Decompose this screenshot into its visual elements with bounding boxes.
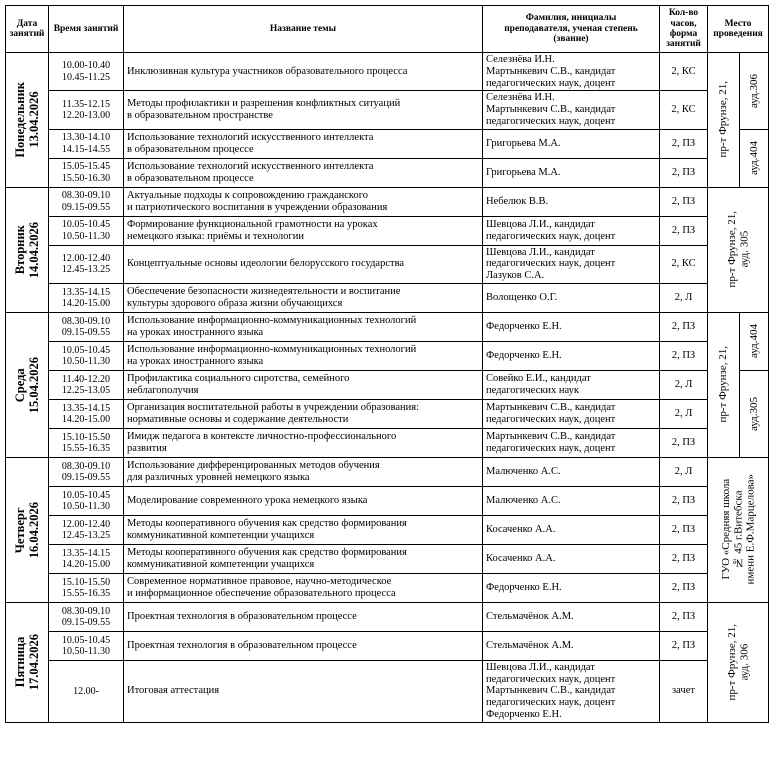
table-row: [6, 457, 769, 486]
hours-cell: 2, КС: [660, 53, 708, 91]
room-label: ауд.306: [747, 73, 760, 108]
teacher-cell: Селезнёва И.Н. Мартынкевич С.В., кандидат педагогических наук, доцент: [483, 53, 660, 91]
teacher-cell: Волощенко О.Г.: [483, 283, 660, 312]
time-cell: 10.05-10.45 10.50-11.30: [49, 341, 124, 370]
time-cell: 13.35-14.15 14.20-15.00: [49, 399, 124, 428]
topic-cell: Проектная технология в образовательном процессе: [124, 602, 483, 631]
table-row: [6, 515, 769, 544]
day-cell: [6, 457, 49, 602]
day-label: Четверг 16.04.2026: [13, 501, 41, 558]
hours-cell: 2, Л: [660, 457, 708, 486]
teacher-cell: Селезнёва И.Н. Мартынкевич С.В., кандидат педагогических наук, доцент: [483, 91, 660, 129]
room-label: ауд.404: [747, 141, 760, 175]
table-row: [6, 216, 769, 245]
hours-cell: 2, ПЗ: [660, 341, 708, 370]
place-label: пр-т Фрунзе, 21, ауд. 305: [725, 211, 750, 288]
header-time: Время занятий: [49, 6, 124, 53]
place-cell: [708, 187, 769, 312]
teacher-cell: Федорченко Е.Н.: [483, 573, 660, 602]
time-cell: 13.35-14.15 14.20-15.00: [49, 283, 124, 312]
header-teacher: Фамилия, инициалы преподавателя, ученая степень (звание): [483, 6, 660, 53]
table-row: [6, 370, 769, 399]
place-label: пр-т Фрунзе, 21,: [717, 81, 730, 159]
place-cell: [708, 457, 769, 602]
hours-cell: 2, Л: [660, 399, 708, 428]
room-cell: [740, 312, 769, 370]
topic-cell: Методы кооперативного обучения как средство формирования коммуникативной компетенции учащихся: [124, 544, 483, 573]
hours-cell: 2, ПЗ: [660, 216, 708, 245]
time-cell: 15.05-15.45 15.50-16.30: [49, 158, 124, 187]
teacher-cell: Мартынкевич С.В., кандидат педагогических наук, доцент: [483, 399, 660, 428]
topic-cell: Формирование функциональной грамотности на уроках немецкого языка: приёмы и технологии: [124, 216, 483, 245]
topic-cell: Использование технологий искусственного интеллекта в образовательном процессе: [124, 158, 483, 187]
table-row: [6, 283, 769, 312]
header-hours: Кол-во часов, форма занятий: [660, 6, 708, 53]
table-row: [6, 631, 769, 660]
hours-cell: 2, ПЗ: [660, 573, 708, 602]
place-cell: [708, 602, 769, 722]
topic-cell: Использование информационно-коммуникационных технологий на уроках иностранного языка: [124, 341, 483, 370]
day-label: Вторник 14.04.2026: [13, 221, 41, 278]
room-cell: [740, 53, 769, 130]
header-row: [6, 6, 769, 53]
table-row: [6, 573, 769, 602]
teacher-cell: Малюченко А.С.: [483, 486, 660, 515]
place-cell: [708, 312, 740, 457]
hours-cell: 2, ПЗ: [660, 129, 708, 158]
place-label: ГУО «Средняя школа № 45 г.Витебска имени Е.Ф.Марцелова»: [719, 474, 757, 585]
topic-cell: Моделирование современного урока немецкого языка: [124, 486, 483, 515]
topic-cell: Проектная технология в образовательном процессе: [124, 631, 483, 660]
day-label: Понедельник 13.04.2026: [13, 81, 41, 158]
hours-cell: 2, ПЗ: [660, 544, 708, 573]
teacher-cell: Совейко Е.И., кандидат педагогических наук: [483, 370, 660, 399]
hours-cell: 2, Л: [660, 370, 708, 399]
topic-cell: Имидж педагога в контексте личностно-профессионального развития: [124, 428, 483, 457]
time-cell: 10.05-10.45 10.50-11.30: [49, 486, 124, 515]
teacher-cell: Малюченко А.С.: [483, 457, 660, 486]
hours-cell: 2, ПЗ: [660, 312, 708, 341]
topic-cell: Методы профилактики и разрешения конфликтных ситуаций в образовательном пространстве: [124, 91, 483, 129]
room-cell: [740, 370, 769, 457]
schedule-table: [5, 5, 769, 723]
place-label: пр-т Фрунзе, 21, ауд. 306: [725, 623, 750, 701]
topic-cell: Использование информационно-коммуникационных технологий на уроках иностранного языка: [124, 312, 483, 341]
time-cell: 13.30-14.10 14.15-14.55: [49, 129, 124, 158]
time-cell: 10.00-10.40 10.45-11.25: [49, 53, 124, 91]
teacher-cell: Стельмачёнок А.М.: [483, 602, 660, 631]
time-cell: 12.00-12.40 12.45-13.25: [49, 245, 124, 283]
table-row: [6, 53, 769, 91]
topic-cell: Методы кооперативного обучения как средство формирования коммуникативной компетенции учащихся: [124, 515, 483, 544]
time-cell: 08.30-09.10 09.15-09.55: [49, 312, 124, 341]
room-cell: [740, 129, 769, 187]
table-row: [6, 660, 769, 722]
teacher-cell: Мартынкевич С.В., кандидат педагогических наук, доцент: [483, 428, 660, 457]
topic-cell: Инклюзивная культура участников образовательного процесса: [124, 53, 483, 91]
table-row: [6, 399, 769, 428]
hours-cell: 2, ПЗ: [660, 486, 708, 515]
table-row: [6, 187, 769, 216]
hours-cell: 2, ПЗ: [660, 428, 708, 457]
hours-cell: 2, Л: [660, 283, 708, 312]
teacher-cell: Григорьева М.А.: [483, 158, 660, 187]
topic-cell: Концептуальные основы идеологии белорусского государства: [124, 245, 483, 283]
topic-cell: Актуальные подходы к сопровождению гражданского и патриотического воспитания в учреждении образования: [124, 187, 483, 216]
teacher-cell: Федорченко Е.Н.: [483, 341, 660, 370]
hours-cell: 2, КС: [660, 91, 708, 129]
table-row: [6, 245, 769, 283]
day-label: Пятница 17.04.2026: [13, 634, 41, 691]
table-row: [6, 158, 769, 187]
hours-cell: 2, ПЗ: [660, 187, 708, 216]
room-label: ауд.305: [747, 396, 760, 431]
teacher-cell: Стельмачёнок А.М.: [483, 631, 660, 660]
time-cell: 08.30-09.10 09.15-09.55: [49, 187, 124, 216]
day-cell: [6, 602, 49, 722]
time-cell: 12.00-12.40 12.45-13.25: [49, 515, 124, 544]
time-cell: 15.10-15.50 15.55-16.35: [49, 428, 124, 457]
hours-cell: 2, КС: [660, 245, 708, 283]
topic-cell: Использование дифференцированных методов обучения для различных уровней немецкого языка: [124, 457, 483, 486]
header-date: Дата занятий: [6, 6, 49, 53]
time-cell: 08.30-09.10 09.15-09.55: [49, 602, 124, 631]
day-cell: [6, 187, 49, 312]
time-cell: 08.30-09.10 09.15-09.55: [49, 457, 124, 486]
day-cell: [6, 53, 49, 188]
time-cell: 15.10-15.50 15.55-16.35: [49, 573, 124, 602]
time-cell: 11.35-12.15 12.20-13.00: [49, 91, 124, 129]
topic-cell: Итоговая аттестация: [124, 660, 483, 722]
table-row: [6, 129, 769, 158]
topic-cell: Использование технологий искусственного интеллекта в образовательном процессе: [124, 129, 483, 158]
time-cell: 13.35-14.15 14.20-15.00: [49, 544, 124, 573]
hours-cell: 2, ПЗ: [660, 158, 708, 187]
teacher-cell: Небелюк В.В.: [483, 187, 660, 216]
teacher-cell: Шевцова Л.И., кандидат педагогических наук, доцент Мартынкевич С.В., кандидат педагогических наук, доцент Федорченко Е.Н.: [483, 660, 660, 722]
day-label: Среда 15.04.2026: [13, 356, 41, 413]
header-place: Место проведения: [708, 6, 769, 53]
table-row: [6, 341, 769, 370]
hours-cell: 2, ПЗ: [660, 602, 708, 631]
topic-cell: Профилактика социального сиротства, семейного неблагополучия: [124, 370, 483, 399]
table-row: [6, 486, 769, 515]
room-label: ауд.404: [747, 324, 760, 359]
teacher-cell: Косаченко А.А.: [483, 544, 660, 573]
table-row: [6, 428, 769, 457]
teacher-cell: Шевцова Л.И., кандидат педагогических наук, доцент Лазуков С.А.: [483, 245, 660, 283]
teacher-cell: Федорченко Е.Н.: [483, 312, 660, 341]
place-label: пр-т Фрунзе, 21,: [717, 346, 730, 424]
time-cell: 11.40-12.20 12.25-13.05: [49, 370, 124, 399]
topic-cell: Организация воспитательной работы в учреждении образования: нормативные основы и содержание деятельности: [124, 399, 483, 428]
teacher-cell: Шевцова Л.И., кандидат педагогических наук, доцент: [483, 216, 660, 245]
hours-cell: 2, ПЗ: [660, 631, 708, 660]
teacher-cell: Косаченко А.А.: [483, 515, 660, 544]
time-cell: 12.00-: [49, 660, 124, 722]
hours-cell: зачет: [660, 660, 708, 722]
table-row: [6, 312, 769, 341]
hours-cell: 2, ПЗ: [660, 515, 708, 544]
time-cell: 10.05-10.45 10.50-11.30: [49, 216, 124, 245]
time-cell: 10.05-10.45 10.50-11.30: [49, 631, 124, 660]
table-row: [6, 91, 769, 129]
day-cell: [6, 312, 49, 457]
table-row: [6, 544, 769, 573]
table-row: [6, 602, 769, 631]
teacher-cell: Григорьева М.А.: [483, 129, 660, 158]
topic-cell: Современное нормативное правовое, научно-методическое и информационное обеспечение образовательного процесса: [124, 573, 483, 602]
header-topic: Название темы: [124, 6, 483, 53]
topic-cell: Обеспечение безопасности жизнедеятельности и воспитание культуры здорового образа жизни обучающихся: [124, 283, 483, 312]
place-cell: [708, 53, 740, 188]
